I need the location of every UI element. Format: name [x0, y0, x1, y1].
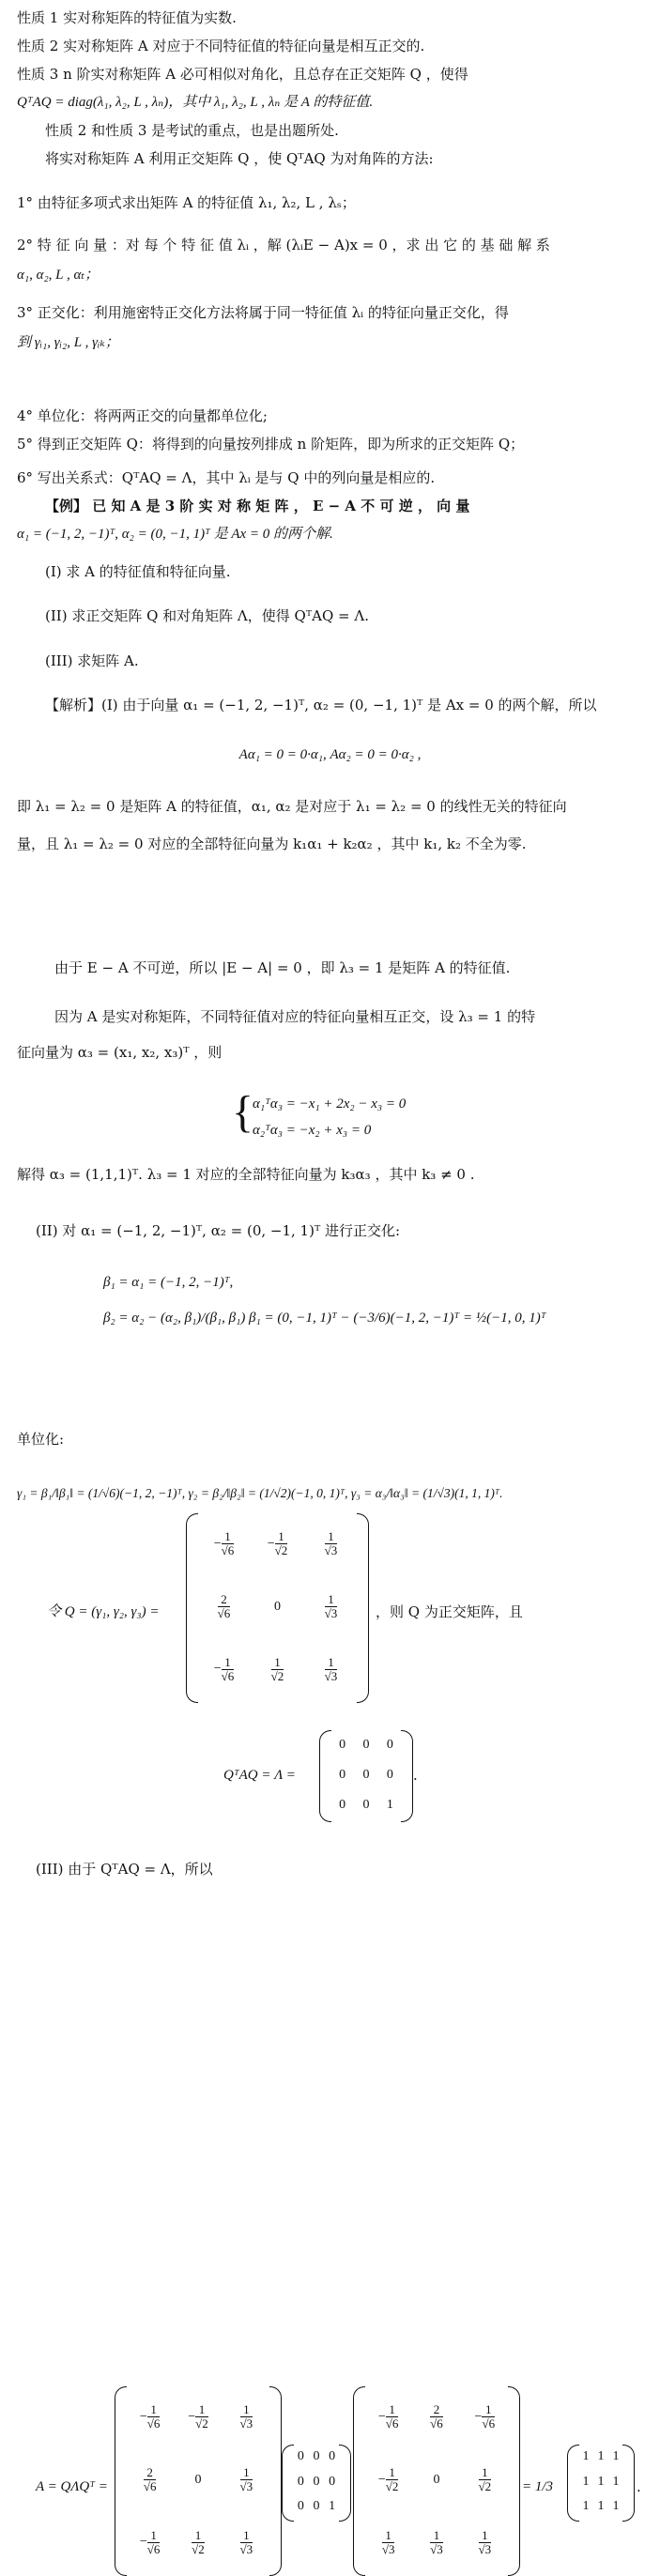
matrix-cell: 0: [297, 2499, 304, 2514]
system-eq-1: α₁ᵀα₃ = −x₁ + 2x₂ − x₃ = 0: [253, 1096, 407, 1112]
matrix-cell: 0: [194, 2472, 202, 2487]
matrix-cell: $\frac{1}{√3}$: [381, 2527, 395, 2556]
matrix-right-paren: [357, 1513, 369, 1703]
matrix-cell: 1: [597, 2499, 605, 2514]
step-5: 5° 得到正交矩阵 Q：将得到的向量按列排成 n 阶矩阵，即为所求的正交矩阵 Q；: [17, 436, 525, 452]
matrix-cell: 1: [582, 2449, 590, 2463]
system-brace: {: [232, 1087, 254, 1137]
matrix-cell: $\frac{1}{√3}$: [324, 1654, 338, 1683]
solution-start: 【解析】(I) 由于向量 α₁ = (−1, 2, −1)ᵀ, α₂ = (0, −1, 1)ᵀ 是 Ax = 0 的两个解，所以: [45, 697, 597, 713]
step-6: 6° 写出关系式：QᵀAQ = Λ，其中 λᵢ 是与 Q 中的列向量是相应的.: [17, 469, 436, 486]
step-2-cont: α₁, α₂, L , αₜ；: [17, 268, 100, 283]
matrix-lambda: [319, 1730, 413, 1820]
matrix-right-paren: [622, 2445, 635, 2522]
matrix-cell: 0: [313, 2474, 320, 2489]
matrix-cell: 0: [297, 2474, 304, 2489]
orthogonality-line-1: 因为 A 是实对称矩阵，不同特征值对应的特征向量相互正交，设 λ₃ = 1 的特: [54, 1008, 536, 1025]
matrix-cell: $\frac{1}{√2}$: [192, 2527, 205, 2556]
matrix-cell: − $\frac{1}{√2}$: [188, 2402, 208, 2431]
matrix-cell: $\frac{1}{√3}$: [478, 2527, 492, 2556]
property-3: 性质 3 n 阶实对称矩阵 A 必可相似对角化，且总存在正交矩阵 Q ，使得: [17, 66, 468, 83]
matrix-cell: 1: [582, 2474, 590, 2489]
matrix-cell: 0: [313, 2499, 320, 2514]
matrix-right-paren: [339, 2445, 351, 2522]
matrix-cell: 1: [597, 2474, 605, 2489]
orthogonality-line-2: 征向量为 α₃ = (x₁, x₂, x₃)ᵀ ，则: [17, 1044, 223, 1061]
matrix-cell: $\frac{1}{√3}$: [239, 2402, 253, 2431]
matrix-cell: 1: [597, 2449, 605, 2463]
step-3: 3° 正交化：利用施密特正交化方法将属于同一特征值 λᵢ 的特征向量正交化，得: [17, 304, 509, 321]
eigen-zero-line-2: 量，且 λ₁ = λ₂ = 0 对应的全部特征向量为 k₁α₁ + k₂α₂ ，其中 k₁, k₂ 不全为零.: [17, 836, 527, 852]
matrix-right-paren: [401, 1730, 413, 1822]
matrix-cell: − $\frac{1}{√6}$: [377, 2402, 399, 2431]
step-4: 4° 单位化：将两两正交的向量都单位化;: [17, 407, 268, 424]
matrix-cell: − $\frac{1}{√6}$: [474, 2402, 496, 2431]
lambda-period: .: [413, 1767, 418, 1784]
matrix-right-paren: [508, 2386, 520, 2576]
matrix-cell: − $\frac{1}{√2}$: [377, 2464, 399, 2493]
matrix-cell: 0: [433, 2472, 440, 2487]
question-3: (III) 求矩阵 A.: [45, 652, 139, 669]
matrix-cell: 1: [582, 2499, 590, 2514]
property-3-formula: QᵀAQ = diag(λ₁, λ₂, L , λₙ)，其中 λ₁, λ₂, L , λₙ 是 A 的特征值.: [17, 95, 374, 110]
matrix-q: [186, 1513, 369, 1701]
matrix-cell: $\frac{1}{√3}$: [239, 2527, 253, 2556]
example-given: α₁ = (−1, 2, −1)ᵀ, α₂ = (0, −1, 1)ᵀ 是 Ax = 0 的两个解.: [17, 527, 333, 542]
matrix-cell: 0: [362, 1768, 370, 1782]
step-2: 2° 特 征 向 量 ：对 每 个 特 征 值 λᵢ ，解 (λᵢE − A)x = 0 ，求 出 它 的 基 础 解 系: [17, 237, 550, 253]
solution-alpha3: 解得 α₃ = (1,1,1)ᵀ. λ₃ = 1 对应的全部特征向量为 k₃α₃ ，其中 k₃ ≠ 0 .: [17, 1166, 475, 1183]
question-2: (II) 求正交矩阵 Q 和对角矩阵 Λ，使得 QᵀAQ = Λ.: [45, 607, 369, 624]
gamma-vectors: γ₁ = β₁/‖β₁‖ = (1/√6)(−1, 2, −1)ᵀ, γ₂ = β₂/‖β₂‖ = (1/√2)(−1, 0, 1)ᵀ, γ₃ = α₃/‖α₃‖ = (1/√3)(1, 1, 1)ᵀ.: [17, 1486, 503, 1500]
matrix-cell: 1: [329, 2499, 336, 2514]
matrix-cell: 0: [313, 2449, 320, 2463]
property-2: 性质 2 实对称矩阵 A 对应于不同特征值的特征向量是相互正交的.: [17, 38, 425, 54]
final-period: .: [637, 2478, 641, 2495]
equation-a-alpha: Aα₁ = 0 = 0·α₁, Aα₂ = 0 = 0·α₂ ,: [238, 747, 422, 762]
step-3-cont: 到 γᵢ₁, γᵢ₂, L , γᵢₖ；: [17, 335, 119, 350]
q-orthogonal-note: ，则 Q 为正交矩阵，且: [376, 1603, 523, 1620]
matrix-q-final: [115, 2386, 282, 2574]
matrix-cell: $\frac{1}{√3}$: [324, 1591, 338, 1620]
matrix-cell: 0: [339, 1798, 346, 1812]
matrix-cell: $\frac{2}{√6}$: [217, 1591, 231, 1620]
example-heading: 【例】 已 知 A 是 3 阶 实 对 称 矩 阵 ， E − A 不 可 逆 ， 向 量: [45, 498, 470, 514]
matrix-cell: 0: [329, 2474, 336, 2489]
matrix-cell: − $\frac{1}{√6}$: [139, 2402, 161, 2431]
matrix-cell: 0: [339, 1738, 346, 1752]
beta-2: β₂ = α₂ − (α₂, β₁)/(β₁, β₁) β₁ = (0, −1, 1)ᵀ − (−3/6)(−1, 2, −1)ᵀ = ½(−1, 0, 1)ᵀ: [103, 1311, 546, 1326]
eigen-one-line: 由于 E − A 不可逆，所以 |E − A| = 0 ，即 λ₃ = 1 是矩阵 A 的特征值.: [54, 959, 511, 976]
matrix-cell: 0: [339, 1768, 346, 1782]
exam-note: 性质 2 和性质 3 是考试的重点，也是出题所处.: [45, 122, 339, 139]
matrix-cell: − $\frac{1}{√2}$: [267, 1529, 288, 1558]
part-2-start: (II) 对 α₁ = (−1, 2, −1)ᵀ, α₂ = (0, −1, 1)ᵀ 进行正交化:: [36, 1222, 401, 1239]
matrix-cell: 1: [386, 1798, 393, 1812]
part-3-start: (III) 由于 QᵀAQ = Λ，所以: [36, 1861, 213, 1878]
question-1: (I) 求 A 的特征值和特征向量.: [45, 563, 231, 580]
system-eq-2: α₂ᵀα₃ = −x₂ + x₃ = 0: [253, 1123, 372, 1138]
matrix-cell: 0: [329, 2449, 336, 2463]
matrix-cell: $\frac{2}{√6}$: [143, 2464, 157, 2493]
matrix-cell: 0: [386, 1738, 393, 1752]
step-1: 1° 由特征多项式求出矩阵 A 的特征值 λ₁, λ₂, L , λₛ；: [17, 194, 356, 211]
matrix-cell: 0: [362, 1738, 370, 1752]
matrix-cell: 0: [274, 1599, 281, 1614]
property-1: 性质 1 实对称矩阵的特征值为实数.: [17, 9, 237, 26]
matrix-cell: − $\frac{1}{√6}$: [213, 1654, 235, 1683]
matrix-cell: 0: [362, 1798, 370, 1812]
matrix-cell: − $\frac{1}{√6}$: [213, 1529, 235, 1558]
beta-1: β₁ = α₁ = (−1, 2, −1)ᵀ,: [103, 1275, 234, 1290]
matrix-cell: $\frac{2}{√6}$: [430, 2402, 443, 2431]
matrix-cell: $\frac{1}{√3}$: [239, 2464, 253, 2493]
a-formula: A = QΛQᵀ =: [36, 2479, 108, 2494]
matrix-cell: 1: [612, 2449, 620, 2463]
eigen-zero-line-1: 即 λ₁ = λ₂ = 0 是矩阵 A 的特征值，α₁, α₂ 是对应于 λ₁ = λ₂ = 0 的线性无关的特征向: [17, 798, 567, 815]
matrix-cell: $\frac{1}{√3}$: [430, 2527, 443, 2556]
matrix-q-transpose: [353, 2386, 520, 2574]
one-third: = 1/3: [522, 2479, 554, 2494]
matrix-ones: [567, 2445, 635, 2520]
matrix-cell: $\frac{1}{√2}$: [478, 2464, 492, 2493]
equation-system: [232, 1087, 448, 1144]
matrix-cell: 0: [297, 2449, 304, 2463]
normalize-heading: 单位化:: [17, 1431, 65, 1448]
matrix-cell: $\frac{1}{√2}$: [270, 1654, 284, 1683]
matrix-right-paren: [269, 2386, 282, 2576]
q-definition: 令 Q = (γ₁, γ₂, γ₃) =: [47, 1604, 160, 1619]
matrix-cell: 0: [386, 1768, 393, 1782]
matrix-lambda-final: [282, 2445, 351, 2520]
lambda-definition: QᵀAQ = Λ =: [223, 1768, 296, 1783]
matrix-cell: 1: [612, 2499, 620, 2514]
matrix-cell: $\frac{1}{√3}$: [324, 1529, 338, 1558]
matrix-cell: 1: [612, 2474, 620, 2489]
matrix-cell: − $\frac{1}{√6}$: [139, 2527, 161, 2556]
method-intro: 将实对称矩阵 A 利用正交矩阵 Q ，使 QᵀAQ 为对角阵的方法:: [45, 150, 434, 167]
